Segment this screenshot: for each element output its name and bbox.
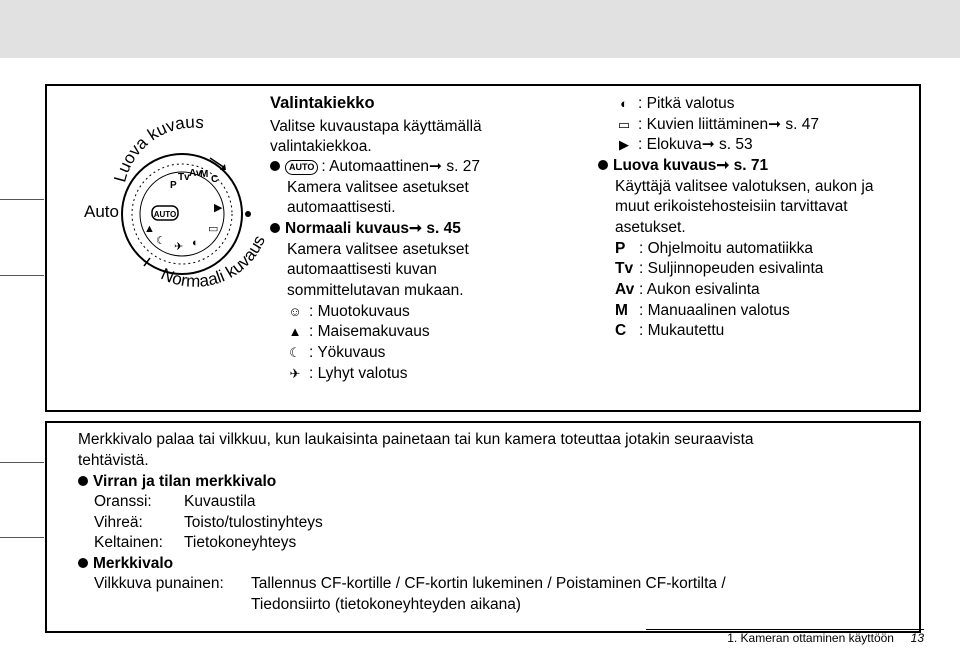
power-row: Oranssi: Kuvaustila <box>94 493 256 510</box>
dial-normal-arc-label: Normaali kuvaus <box>158 232 269 291</box>
dial-mode-tv: Tv <box>178 172 190 183</box>
landscape-icon: ▲ <box>288 324 302 339</box>
dial-landscape-icon: ▲ <box>144 223 155 235</box>
stitch-icon: ▭ <box>617 117 631 132</box>
long-exposure-icon: ◐ <box>620 96 628 111</box>
chapter-title: 1. Kameran ottaminen käyttöön <box>727 631 894 645</box>
night-icon: ☾ <box>289 345 301 360</box>
footer-rule <box>646 629 924 630</box>
text-line: muut erikoistehosteisiin tarvittavat <box>615 198 848 215</box>
power-row: Keltainen: Tietokoneyhteys <box>94 534 297 551</box>
movie-icon: ▶ <box>619 137 629 152</box>
power-indicator-title: Virran ja tilan merkkivalo <box>78 471 276 492</box>
blink-row: Vilkkuva punainen: Tallennus CF-kortille / CF-kortin lukeminen / Poistaminen CF-kortilta / <box>94 575 726 592</box>
bullet-icon <box>270 223 280 233</box>
text-line: Kamera valitsee asetukset <box>287 241 469 258</box>
text-line: sommittelutavan mukaan. <box>287 282 464 299</box>
dial-auto-label: Auto <box>84 202 119 221</box>
svg-text:AUTO: AUTO <box>153 210 177 219</box>
margin-mark <box>0 199 44 200</box>
dial-movie-icon: ▶ <box>214 202 223 214</box>
portrait-icon: ☺ <box>288 304 302 319</box>
dial-long-exposure-icon: ◐ <box>192 237 199 249</box>
margin-mark <box>0 462 44 463</box>
power-row: Vihreä: Toisto/tulostinyhteys <box>94 514 323 531</box>
intro-text: Merkkivalo palaa tai vilkkuu, kun laukaisinta painetaan tai kun kamera toteuttaa jotakin seuraavista <box>78 431 754 448</box>
auto-mode-icon: AUTO <box>285 160 318 175</box>
text-line: asetukset. <box>615 219 686 236</box>
bullet-icon <box>78 476 88 486</box>
text-line: valintakiekkoa. <box>270 138 372 155</box>
dial-mode-p: P <box>170 180 177 191</box>
section-title: Valintakiekko <box>270 94 375 112</box>
text-line: Käyttäjä valitsee valotuksen, aukon ja <box>615 178 874 195</box>
dial-mode-m: M <box>200 169 209 180</box>
scene-item: ☺ : Muotokuvaus <box>288 303 410 320</box>
indicator-title: Merkkivalo <box>78 553 173 574</box>
scene-item: ✈ : Lyhyt valotus <box>287 363 408 384</box>
margin-mark <box>0 537 44 538</box>
dial-stitch-icon: ▭ <box>208 223 219 235</box>
margin-mark <box>0 275 44 276</box>
mode-item: C : Mukautettu <box>615 322 725 339</box>
mode-item: Av : Aukon esivalinta <box>615 281 760 298</box>
creative-title: Luova kuvaus➞ s. 71 <box>598 155 768 176</box>
mode-item: P : Ohjelmoitu automatiikka <box>615 240 814 257</box>
page-footer <box>727 631 924 646</box>
mode-item: M : Manuaalinen valotus <box>615 302 790 319</box>
auto-item: AUTO : Automaattinen➞ s. 27 <box>270 156 480 177</box>
text-line: automaattisesti. <box>287 199 396 216</box>
scene-item: ☾ : Yökuvaus <box>287 342 385 363</box>
blink-row-cont: Tiedonsiirto (tietokoneyhteyden aikana) <box>251 596 521 613</box>
right-item: ◐ : Pitkä valotus <box>616 93 735 114</box>
scene-item: ▲ : Maisemakuvaus <box>288 323 430 340</box>
dial-index-dot <box>245 211 251 217</box>
page-number: 13 <box>910 631 924 645</box>
text-line: Kamera valitsee asetukset <box>287 179 469 196</box>
bullet-icon <box>78 558 88 568</box>
dial-night-icon: ☾ <box>156 235 166 247</box>
text-line: automaattisesti kuvan <box>287 261 437 278</box>
dial-creative-arc-label: Luova kuvaus <box>110 112 205 185</box>
dial-mode-av: Av <box>189 168 202 179</box>
dial-mode-c: C <box>211 174 219 185</box>
text-line: Valitse kuvaustapa käyttämällä <box>270 118 482 135</box>
top-band <box>0 0 960 58</box>
bullet-icon <box>270 161 280 171</box>
right-item: ▶ : Elokuva➞ s. 53 <box>616 134 753 155</box>
bullet-icon <box>598 160 608 170</box>
mode-item: Tv : Suljinnopeuden esivalinta <box>615 260 824 277</box>
intro-text: tehtävistä. <box>78 452 149 469</box>
normal-title: Normaali kuvaus➞ s. 45 <box>270 218 461 239</box>
sports-icon: ✈ <box>289 366 301 381</box>
right-item: ▭ : Kuvien liittäminen➞ s. 47 <box>617 116 819 133</box>
dial-sports-icon: ✈ <box>174 241 184 253</box>
mode-dial-illustration <box>80 98 270 298</box>
